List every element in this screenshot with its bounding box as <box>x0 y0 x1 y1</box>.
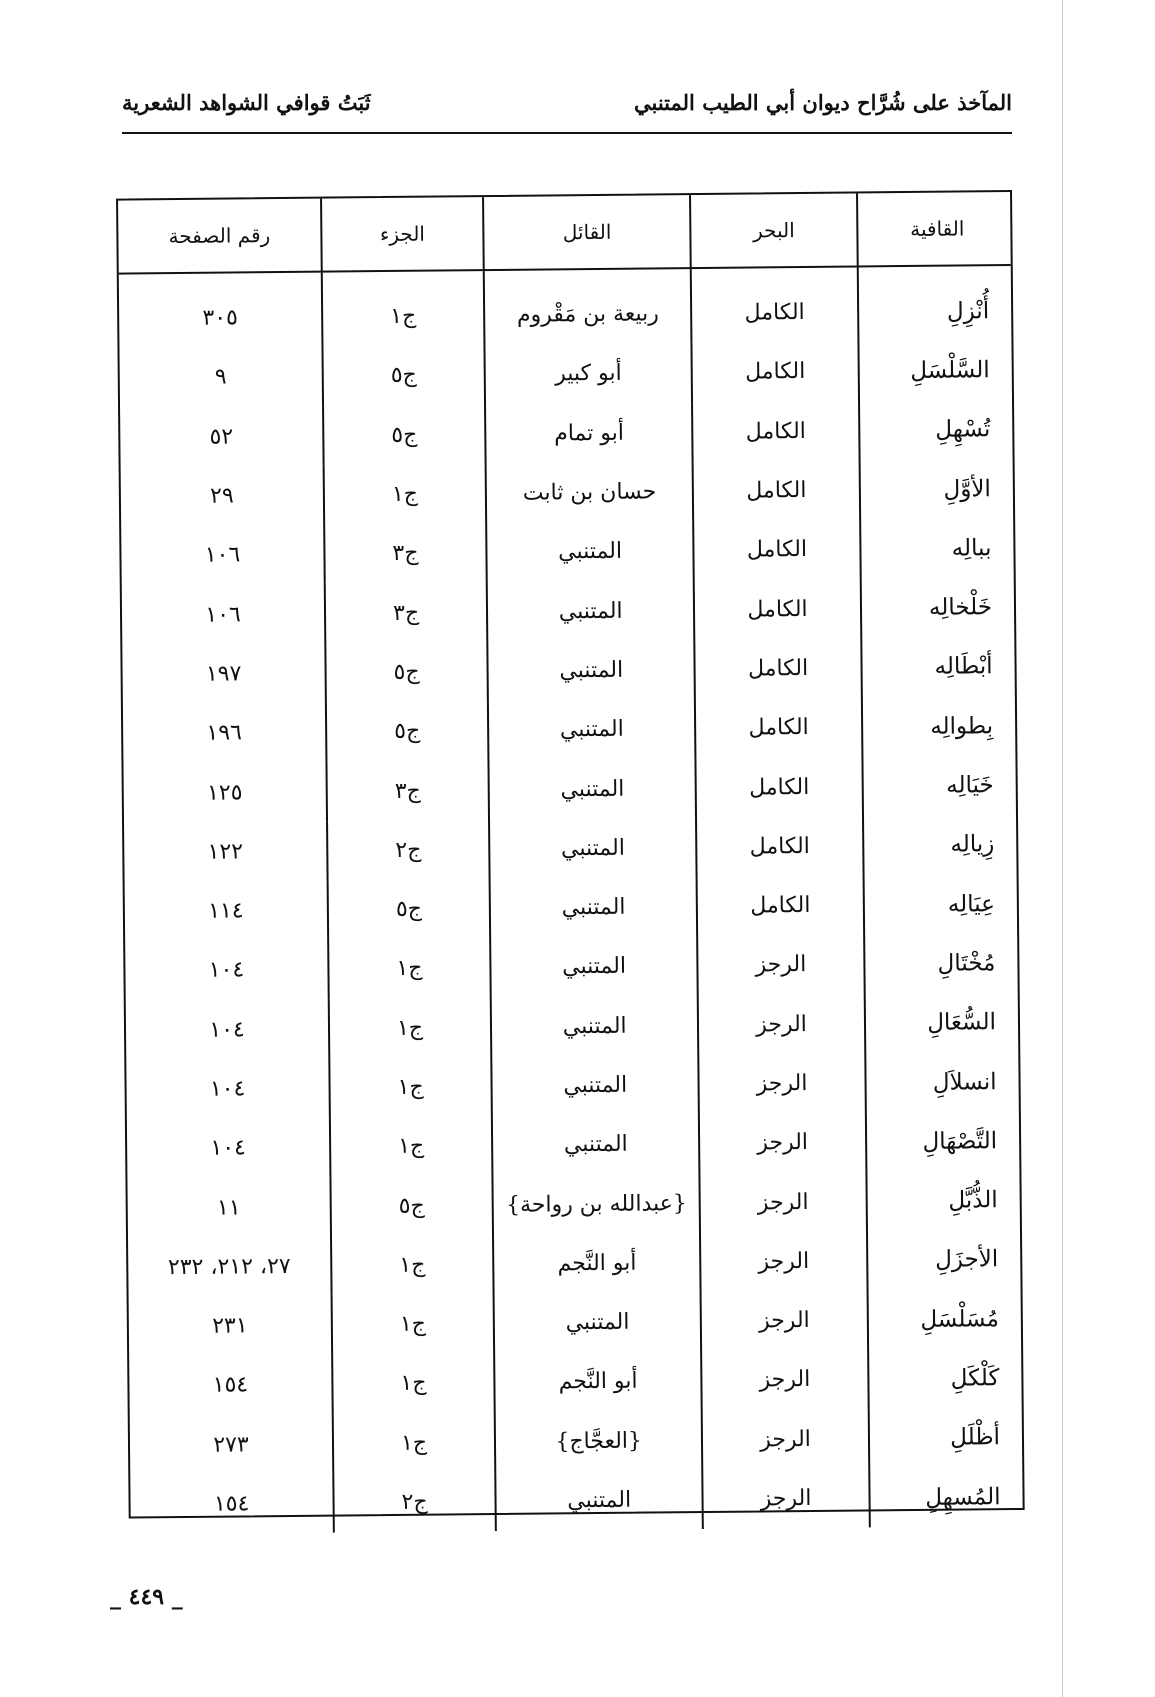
page-number-cell: ١٢٢ <box>207 839 244 865</box>
page-number-cell: ٢٩ <box>209 483 234 509</box>
table-header-row <box>118 192 1011 274</box>
rhyme-cell: خَيَالِه <box>862 755 1016 816</box>
volume-cell: ج١ <box>329 1057 492 1118</box>
rhyme-cell: السَّلْسَلِ <box>858 340 1012 401</box>
page-number-cell: ١٩٧ <box>205 661 242 687</box>
rhyme-cell: عِيَالِه <box>863 874 1017 935</box>
rhymes-table <box>118 192 1023 1535</box>
page-number-cell: ١١ <box>216 1195 241 1221</box>
rhyme-cell: المُسهِلِ <box>869 1467 1023 1528</box>
table-row <box>123 696 1016 764</box>
poet-cell: المتنبي <box>494 1292 702 1353</box>
rhyme-cell: الأوَّلِ <box>859 459 1013 520</box>
rhyme-cell: مُسَلْسَلِ <box>867 1289 1021 1350</box>
table-row <box>125 933 1018 1001</box>
page-number-cell: ١٠٤ <box>209 1017 245 1043</box>
poet-cell: أبو تمام <box>485 403 693 464</box>
meter-cell: الكامل <box>695 698 862 759</box>
meter-cell: الرجز <box>698 935 865 996</box>
page-number-cell: ١٠٦ <box>205 602 241 628</box>
volume-cell: ج١ <box>322 270 485 347</box>
volume-cell: ج١ <box>324 464 487 525</box>
poet-cell: المتنبي <box>488 699 696 760</box>
page-number-cell: ٣٠٥ <box>202 305 239 331</box>
volume-cell: ج١ <box>330 1116 493 1177</box>
volume-cell: ج١ <box>331 1235 494 1296</box>
meter-cell: الكامل <box>692 342 859 403</box>
table-row <box>120 400 1013 468</box>
meter-cell: الرجز <box>703 1468 870 1529</box>
poet-cell: المتنبي <box>486 521 694 582</box>
volume-cell: ج٥ <box>326 701 489 762</box>
rhyme-cell: زِيالِه <box>863 815 1017 876</box>
table-row <box>126 1052 1019 1120</box>
column-header-poet: القائل <box>483 195 691 270</box>
table-row <box>121 459 1014 527</box>
volume-cell: ج١ <box>333 1413 496 1474</box>
meter-cell: الرجز <box>701 1350 868 1411</box>
poet-cell: أبو كبير <box>484 343 692 404</box>
rhyme-cell: خَلْخالِه <box>860 577 1014 638</box>
rhyme-cell: أبْطَالِه <box>861 637 1015 698</box>
meter-cell: الكامل <box>697 875 864 936</box>
column-header-page: رقم الصفحة <box>118 199 322 274</box>
table-row <box>126 993 1019 1061</box>
table-row <box>122 577 1015 645</box>
table-row <box>121 518 1014 586</box>
table-row <box>122 637 1015 705</box>
table-row <box>127 1170 1020 1238</box>
poet-cell: المتنبي <box>491 996 699 1057</box>
rhymes-table-frame <box>116 190 1025 1519</box>
volume-cell: ج١ <box>328 938 491 999</box>
running-head <box>122 84 1012 134</box>
volume-cell: ج٥ <box>323 405 486 466</box>
page-number-cell: ١٠٤ <box>209 1076 246 1102</box>
meter-cell: الرجز <box>699 1113 866 1174</box>
meter-cell: الرجز <box>702 1409 869 1470</box>
meter-cell: الكامل <box>694 520 861 581</box>
volume-cell: ج٥ <box>330 1175 493 1236</box>
volume-cell: ج٥ <box>325 642 488 703</box>
volume-cell: ج٥ <box>323 345 486 406</box>
meter-cell: الكامل <box>693 460 860 521</box>
meter-cell: الرجز <box>698 994 865 1055</box>
table-row <box>119 265 1012 349</box>
section-title: ثَبَتُ قوافي الشواهد الشعرية <box>122 90 371 115</box>
rhyme-cell: كَلْكَلِ <box>868 1348 1022 1409</box>
meter-cell: الرجز <box>699 1053 866 1114</box>
rhyme-cell: مُخْتَالِ <box>864 933 1018 994</box>
meter-cell: الكامل <box>695 638 862 699</box>
meter-cell: الكامل <box>692 401 859 462</box>
column-header-rhyme: القافية <box>857 192 1011 266</box>
rhyme-cell: انسلاَلِ <box>865 1052 1019 1113</box>
table-row <box>124 815 1017 883</box>
meter-cell: الرجز <box>701 1290 868 1351</box>
table-row <box>127 1111 1020 1179</box>
poet-cell: أبو النَّجم <box>493 1233 701 1294</box>
poet-cell: المتنبي <box>495 1470 703 1531</box>
page-number-cell: ١٠٤ <box>208 957 245 984</box>
column-header-volume: الجزء <box>321 197 484 272</box>
volume-cell: ج٢ <box>327 820 490 881</box>
rhyme-cell: ببالِه <box>860 518 1014 579</box>
volume-cell: ج٢ <box>333 1472 496 1533</box>
poet-cell: المتنبي <box>490 877 698 938</box>
table-row <box>128 1230 1021 1298</box>
volume-cell: ج٥ <box>328 879 491 940</box>
volume-cell: ج١ <box>329 998 492 1059</box>
poet-cell: {عبدالله بن رواحة} <box>492 1173 700 1234</box>
page-number-cell: ١٥٤ <box>213 1491 250 1517</box>
page-number-cell: ١٩٦ <box>206 720 243 746</box>
poet-cell: المتنبي <box>489 818 697 879</box>
poet-cell: ربيعة بن مَقْروم <box>484 268 692 345</box>
page-number-cell: ٢٣١ <box>212 1313 248 1339</box>
volume-cell: ج٣ <box>325 583 488 644</box>
rhyme-cell: بِطوالِه <box>862 696 1016 757</box>
meter-cell: الكامل <box>694 579 861 640</box>
poet-cell: المتنبي <box>487 581 695 642</box>
poet-cell: أبو النَّجم <box>494 1351 702 1412</box>
column-header-meter: البحر <box>690 193 857 268</box>
poet-cell: المتنبي <box>490 936 698 997</box>
rhyme-cell: أُنْزِلِ <box>857 265 1011 342</box>
table-row <box>130 1467 1023 1535</box>
rhyme-cell: السُّعَالِ <box>864 993 1018 1054</box>
table-row <box>125 874 1018 942</box>
page-number-cell: ٢٧٣ <box>213 1432 249 1458</box>
rhyme-cell: أظْلَلِ <box>868 1408 1022 1469</box>
rhyme-cell: الذُّبَّلِ <box>866 1170 1020 1231</box>
meter-cell: الكامل <box>696 757 863 818</box>
poet-cell: المتنبي <box>492 1114 700 1175</box>
volume-cell: ج٣ <box>327 760 490 821</box>
table-row <box>130 1408 1023 1476</box>
page-number-cell: ٢٧، ٢١٢، ٢٣٢ <box>167 1253 291 1281</box>
table-row <box>123 755 1016 823</box>
page-number-cell: ١٠٤ <box>210 1135 247 1162</box>
page-number-cell: ٥٢ <box>209 424 234 450</box>
table-row <box>119 340 1012 408</box>
page-number: _ ٤٤٩ _ <box>110 1584 183 1610</box>
meter-cell: الكامل <box>691 266 858 343</box>
poet-cell: {العجَّاج} <box>495 1411 703 1472</box>
page-number-cell: ١١٤ <box>208 898 244 924</box>
page-number-cell: ١٢٥ <box>206 779 243 806</box>
poet-cell: المتنبي <box>487 640 695 701</box>
meter-cell: الكامل <box>696 816 863 877</box>
book-title: المآخذ على شُرَّاح ديوان أبي الطيب المتنبي <box>634 90 1012 115</box>
meter-cell: الرجز <box>700 1172 867 1233</box>
volume-cell: ج٣ <box>324 523 487 584</box>
rhyme-cell: الأجزَلِ <box>867 1230 1021 1291</box>
poet-cell: حسان بن ثابت <box>486 462 694 523</box>
poet-cell: المتنبي <box>488 758 696 819</box>
table-row <box>129 1289 1022 1357</box>
volume-cell: ج١ <box>332 1353 495 1414</box>
rhyme-cell: تُسْهِلِ <box>859 400 1013 461</box>
page-number-cell: ٩ <box>214 364 227 391</box>
rhyme-cell: التَّصْهَالِ <box>866 1111 1020 1172</box>
page-number-cell: ١٠٦ <box>204 542 241 569</box>
page-number-cell: ١٥٤ <box>212 1372 249 1399</box>
page-margin-line <box>1062 0 1063 1697</box>
volume-cell: ج١ <box>332 1294 495 1355</box>
table-row <box>129 1348 1022 1416</box>
poet-cell: المتنبي <box>491 1055 699 1116</box>
meter-cell: الرجز <box>700 1231 867 1292</box>
